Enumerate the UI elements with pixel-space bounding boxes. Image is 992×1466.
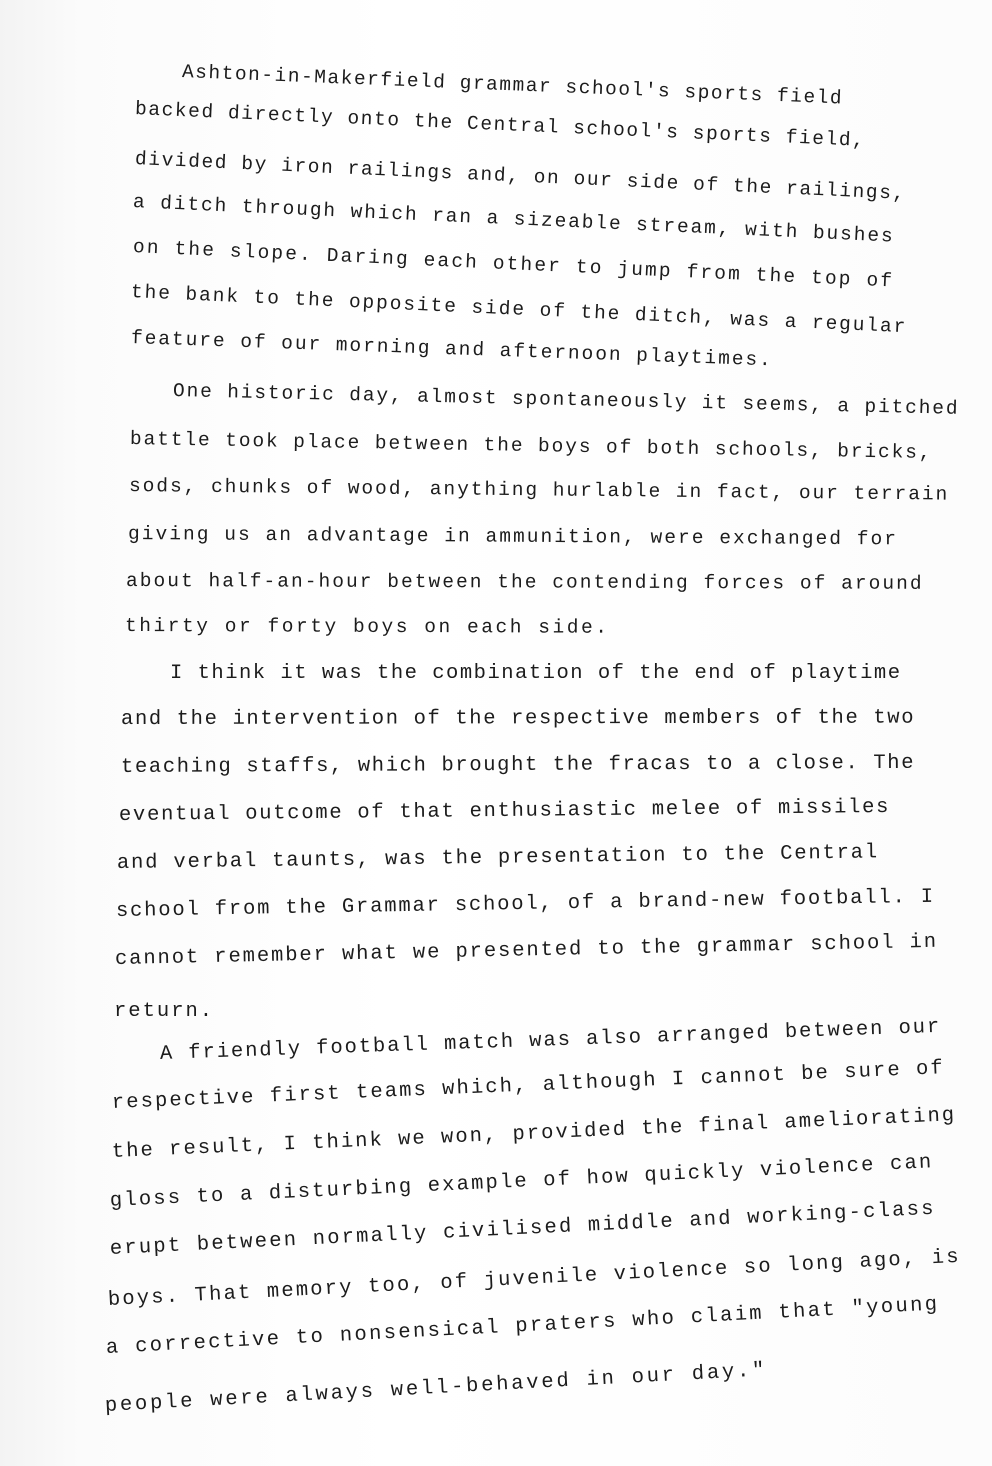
- text-line: and verbal taunts, was the presentation to the Central: [116, 841, 880, 875]
- text-line: A friendly football match was also arranged between our: [159, 1015, 942, 1066]
- text-line: respective first teams which, although I cannot be sure of: [111, 1057, 946, 1115]
- text-line: sods, chunks of wood, anything hurlable in fact, our terrain: [128, 475, 950, 506]
- text-line: people were always well-behaved in our day.": [104, 1359, 768, 1418]
- text-line: divided by iron railings and, on our side of the railings,: [134, 148, 907, 205]
- text-line: about half-an-hour between the contending forces of around: [125, 570, 924, 595]
- text-line: thirty or forty boys on each side.: [124, 615, 610, 639]
- text-line: battle took place between the boys of both schools, bricks,: [129, 428, 933, 465]
- text-line: school from the Grammar school, of a brand-new football. I: [115, 885, 936, 923]
- text-line: the result, I think we won, provided the final ameliorating: [111, 1104, 957, 1164]
- text-line: on the slope. Daring each other to jump from the top of: [132, 236, 895, 293]
- text-line: giving us an advantage in ammunition, were exchanged for: [127, 523, 899, 551]
- text-line: a ditch through which ran a sizeable stream, with bushes: [132, 191, 896, 248]
- text-line: teaching staffs, which brought the fracas to a close. The: [120, 751, 916, 779]
- text-line: backed directly onto the Central school's sports field,: [134, 98, 866, 152]
- text-line: I think it was the combination of the end of playtime: [170, 662, 902, 685]
- text-line: and the intervention of the respective members of the two: [120, 706, 916, 731]
- text-line: a corrective to nonsensical praters who claim that "young: [105, 1293, 941, 1360]
- text-line: Ashton-in-Makerfield grammar school's sports field: [181, 61, 844, 110]
- text-line: eventual outcome of that enthusiastic melee of missiles: [118, 795, 891, 827]
- text-line: erupt between normally civilised middle and working-class: [109, 1197, 937, 1261]
- text-line: gloss to a disturbing example of how quickly violence can: [109, 1151, 934, 1213]
- text-line: boys. That memory too, of juvenile violence so long ago, is: [107, 1245, 962, 1312]
- text-line: return.: [114, 1000, 215, 1023]
- text-line: One historic day, almost spontaneously it seems, a pitched: [172, 380, 960, 420]
- text-line: feature of our morning and afternoon playtimes.: [130, 327, 774, 372]
- text-line: the bank to the opposite side of the ditch, was a regular: [130, 281, 908, 339]
- text-line: cannot remember what we presented to the grammar school in: [114, 930, 939, 971]
